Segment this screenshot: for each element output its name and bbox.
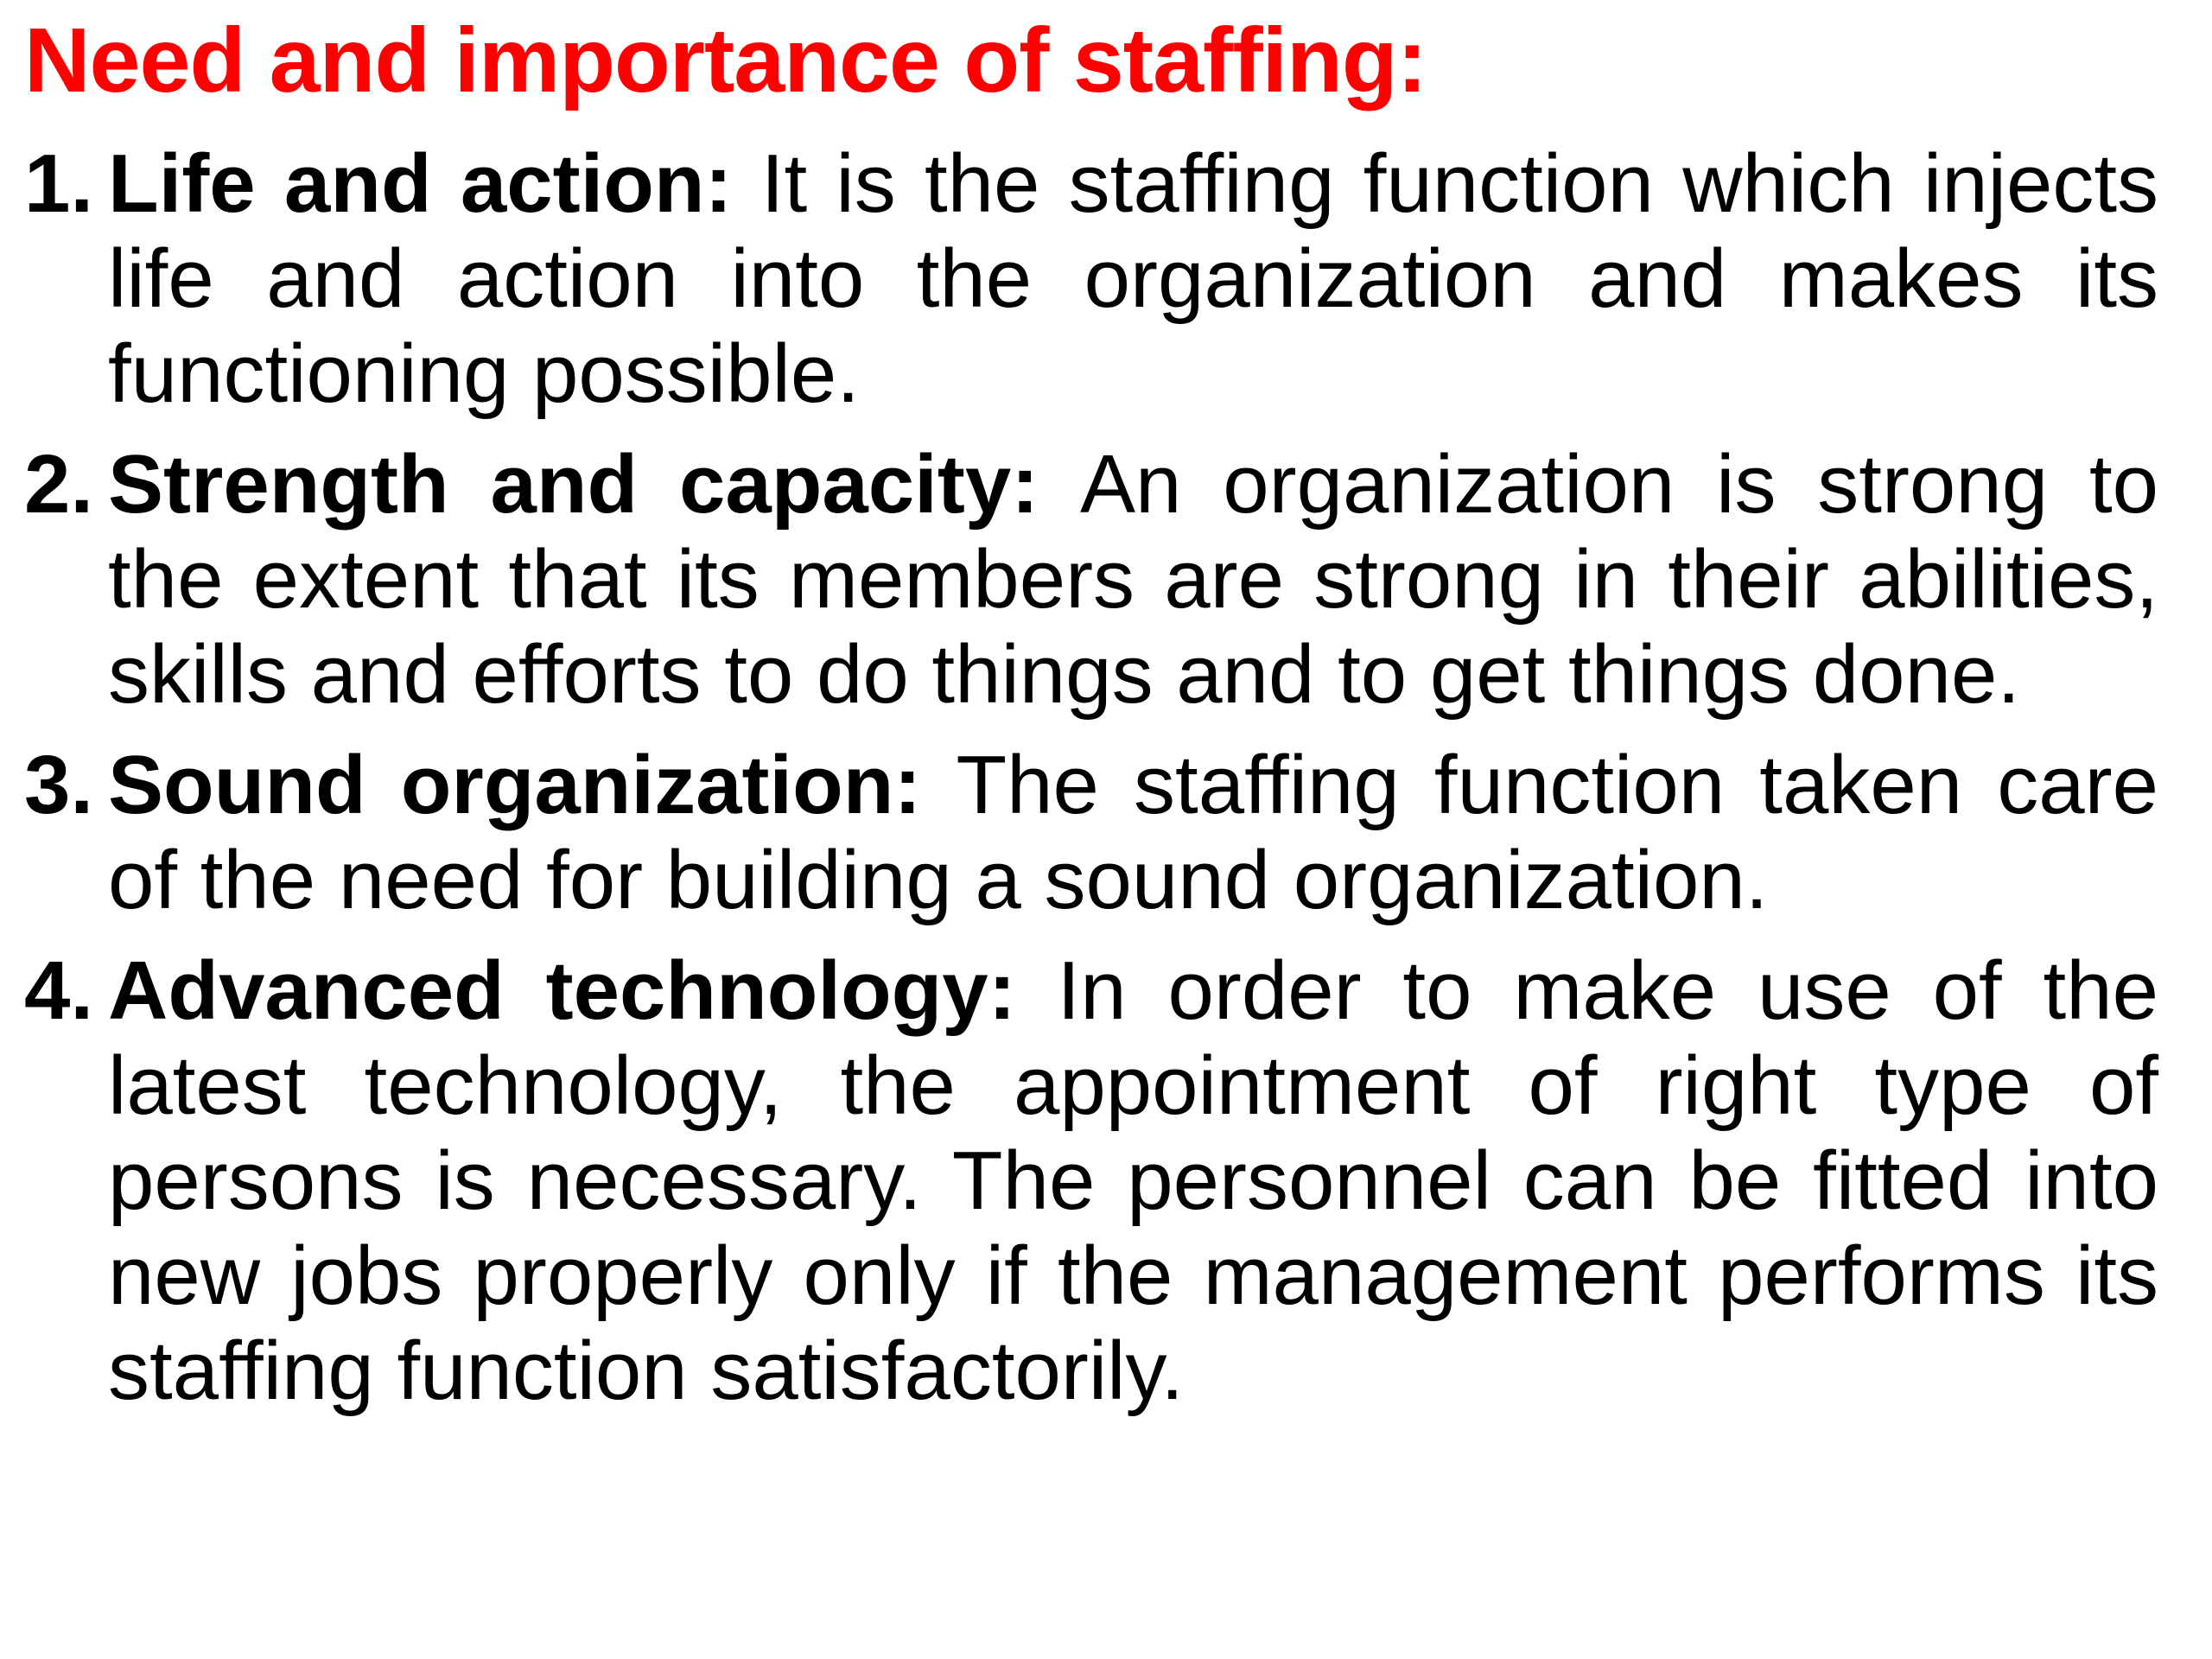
point-heading: Advanced technology: bbox=[108, 944, 1058, 1037]
point-number: 2. bbox=[24, 438, 94, 531]
point-text: In order to make use of the latest technology, the appointment of right type of persons is necessary. The personnel can be fitted into new jobs properly only if the management performs its staffing function satisfactorily. bbox=[108, 944, 2159, 1417]
list-item bbox=[24, 738, 2158, 928]
point-heading: Life and action: bbox=[108, 137, 761, 230]
points-list bbox=[24, 137, 2158, 1434]
point-text: It is the staffing function which injects life and action into the organization and makes its functioning possible. bbox=[108, 137, 2158, 420]
list-item bbox=[24, 944, 2158, 1419]
list-item bbox=[24, 137, 2158, 422]
point-heading: Sound organization: bbox=[108, 739, 957, 831]
point-number: 1. bbox=[24, 137, 94, 230]
list-item bbox=[24, 437, 2158, 722]
point-heading: Strength and capacity: bbox=[108, 438, 1081, 531]
point-text: An organization is strong to the extent that its members are strong in their abilities, skills and efforts to do things and to get things done. bbox=[108, 438, 2159, 721]
point-number: 4. bbox=[24, 944, 94, 1037]
slide-title: Need and importance of staffing: bbox=[24, 10, 1427, 111]
point-text: The staffing function taken care of the need for building a sound organization. bbox=[108, 739, 2158, 926]
point-number: 3. bbox=[24, 739, 94, 831]
